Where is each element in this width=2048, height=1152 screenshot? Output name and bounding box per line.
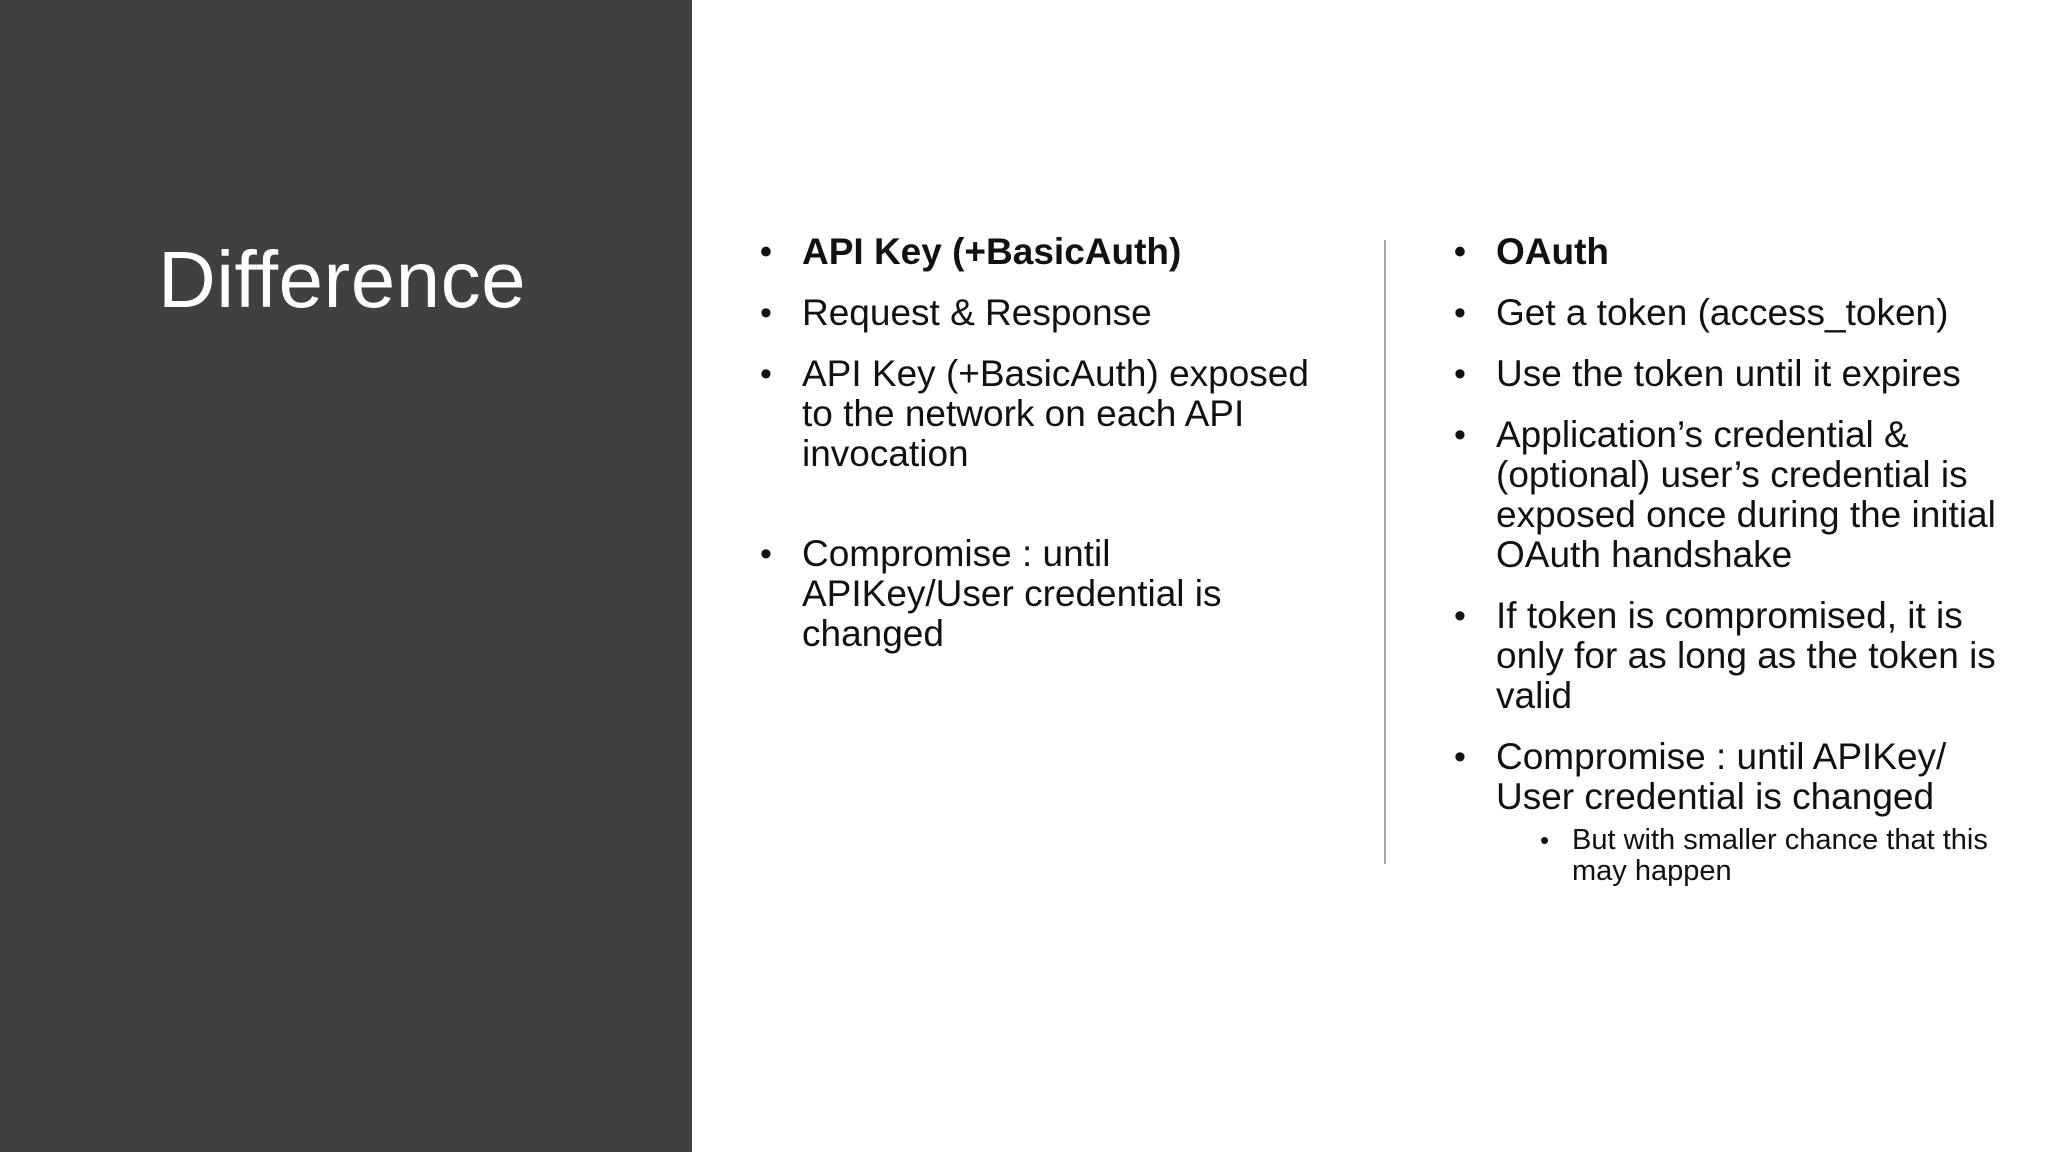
list-item: • Request & Response [760,293,1320,333]
api-key-column [760,232,1320,675]
list-item: • API Key (+BasicAuth) exposed to the network on each API invocation [760,354,1320,474]
oauth-heading: • OAuth [1454,232,2014,272]
api-key-heading: • API Key (+BasicAuth) [760,232,1320,272]
list-item: • Compromise : until APIKey/User credential is changed [760,534,1320,654]
title-panel [0,0,692,1152]
list-item: • If token is compromised, it is only for as long as the token is valid [1454,596,2014,716]
list-item [1454,737,2014,887]
list-item-text: Compromise : until APIKey/ User credential is changed [1496,736,1947,817]
slide-title: Difference [158,235,527,324]
list-item: • Use the token until it expires [1454,354,2014,394]
sub-list-item: • But with smaller chance that this may happen [1540,825,2014,887]
list-item: • Application’s credential & (optional) user’s credential is exposed once during the initial OAuth handshake [1454,415,2014,575]
sub-list [1496,825,2014,887]
oauth-column [1454,232,2014,887]
list-item: • Get a token (access_token) [1454,293,2014,333]
column-divider [1384,240,1386,864]
